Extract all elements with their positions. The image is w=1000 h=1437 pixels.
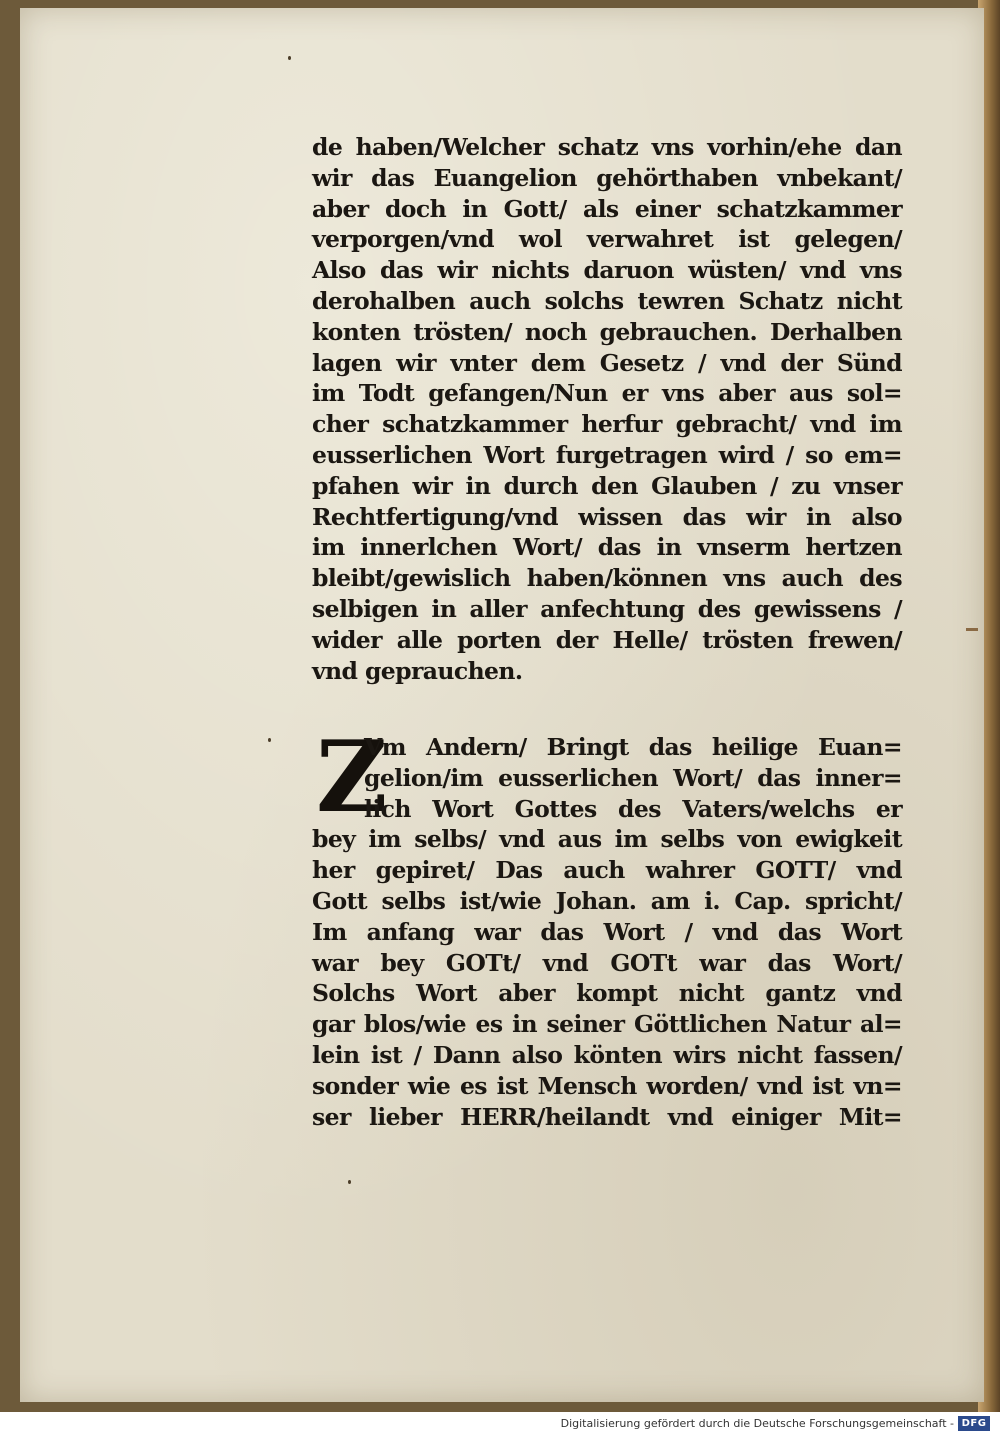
- text-line: derohalben auch solchs tewren Schatz nicht: [312, 286, 902, 315]
- margin-mark: [966, 628, 978, 631]
- text-line: war bey GOTt/ vnd GOTt war das Wort/: [312, 948, 902, 977]
- paper-speck: [268, 738, 271, 742]
- text-line: Solchs Wort aber kompt nicht gantz vnd: [312, 979, 902, 1008]
- text-line: lich Wort Gottes des Vaters/welchs er: [364, 794, 902, 823]
- text-line: verporgen/vnd wol verwahret ist gelegen/: [312, 225, 902, 254]
- paper-speck: [348, 1180, 351, 1184]
- text-line: gar blos/wie es in seiner Göttlichen Natur al=: [312, 1010, 902, 1039]
- decorated-initial: Z: [316, 720, 388, 835]
- text-line: eusserlichen Wort furgetragen wird / so em=: [312, 440, 902, 469]
- text-line: Also das wir nichts daruon wüsten/ vnd vns: [312, 256, 902, 285]
- text-line: lagen wir vnter dem Gesetz / vnd der Sünd: [312, 348, 902, 377]
- text-line: vnd geprauchen.: [312, 656, 523, 685]
- text-line: Vm Andern/ Bringt das heilige Euan=: [364, 733, 902, 761]
- text-line: her gepiret/ Das auch wahrer GOTT/ vnd: [312, 856, 902, 885]
- text-line: Im anfang war das Wort / vnd das Wort: [312, 917, 902, 946]
- text-line: de haben/Welcher schatz vns vorhin/ehe dan: [312, 133, 902, 161]
- text-line: im Todt gefangen/Nun er vns aber aus sol=: [312, 379, 902, 408]
- text-line: cher schatzkammer herfur gebracht/ vnd im: [312, 410, 902, 439]
- funding-credit: Digitalisierung gefördert durch die Deutsche Forschungsgemeinschaft -: [560, 1417, 954, 1430]
- text-line: pfahen wir in durch den Glauben / zu vnser: [312, 471, 902, 500]
- text-line: wir das Euangelion gehörthaben vnbekant/: [312, 163, 902, 192]
- paper-speck: [288, 56, 291, 60]
- paragraph-1: [312, 132, 902, 686]
- text-line: Rechtfertigung/vnd wissen das wir in also: [312, 502, 902, 531]
- paragraph-2: [312, 732, 902, 1132]
- text-line: Gott selbs ist/wie Johan. am i. Cap. spricht/: [312, 886, 902, 915]
- text-line: bey im selbs/ vnd aus im selbs von ewigkeit: [312, 825, 902, 854]
- text-line: selbigen in aller anfechtung des gewissens /: [312, 594, 902, 623]
- text-line: ser lieber HERR/heilandt vnd einiger Mit=: [312, 1102, 902, 1131]
- text-line: aber doch in Gott/ als einer schatzkammer: [312, 194, 902, 223]
- footer-bar: [0, 1412, 1000, 1437]
- text-line: im innerlchen Wort/ das in vnserm hertzen: [312, 533, 902, 562]
- text-line: gelion/im eusserlichen Wort/ das inner=: [364, 763, 902, 792]
- text-line: wider alle porten der Helle/ trösten frewen/: [312, 625, 902, 654]
- text-line: konten trösten/ noch gebrauchen. Derhalben: [312, 317, 902, 346]
- text-line: lein ist / Dann also könten wirs nicht fassen/: [312, 1040, 902, 1069]
- dfg-logo-icon: DFG: [958, 1416, 990, 1431]
- text-line: bleibt/gewislich haben/können vns auch des: [312, 564, 902, 593]
- text-line: sonder wie es ist Mensch worden/ vnd ist vn=: [312, 1071, 902, 1100]
